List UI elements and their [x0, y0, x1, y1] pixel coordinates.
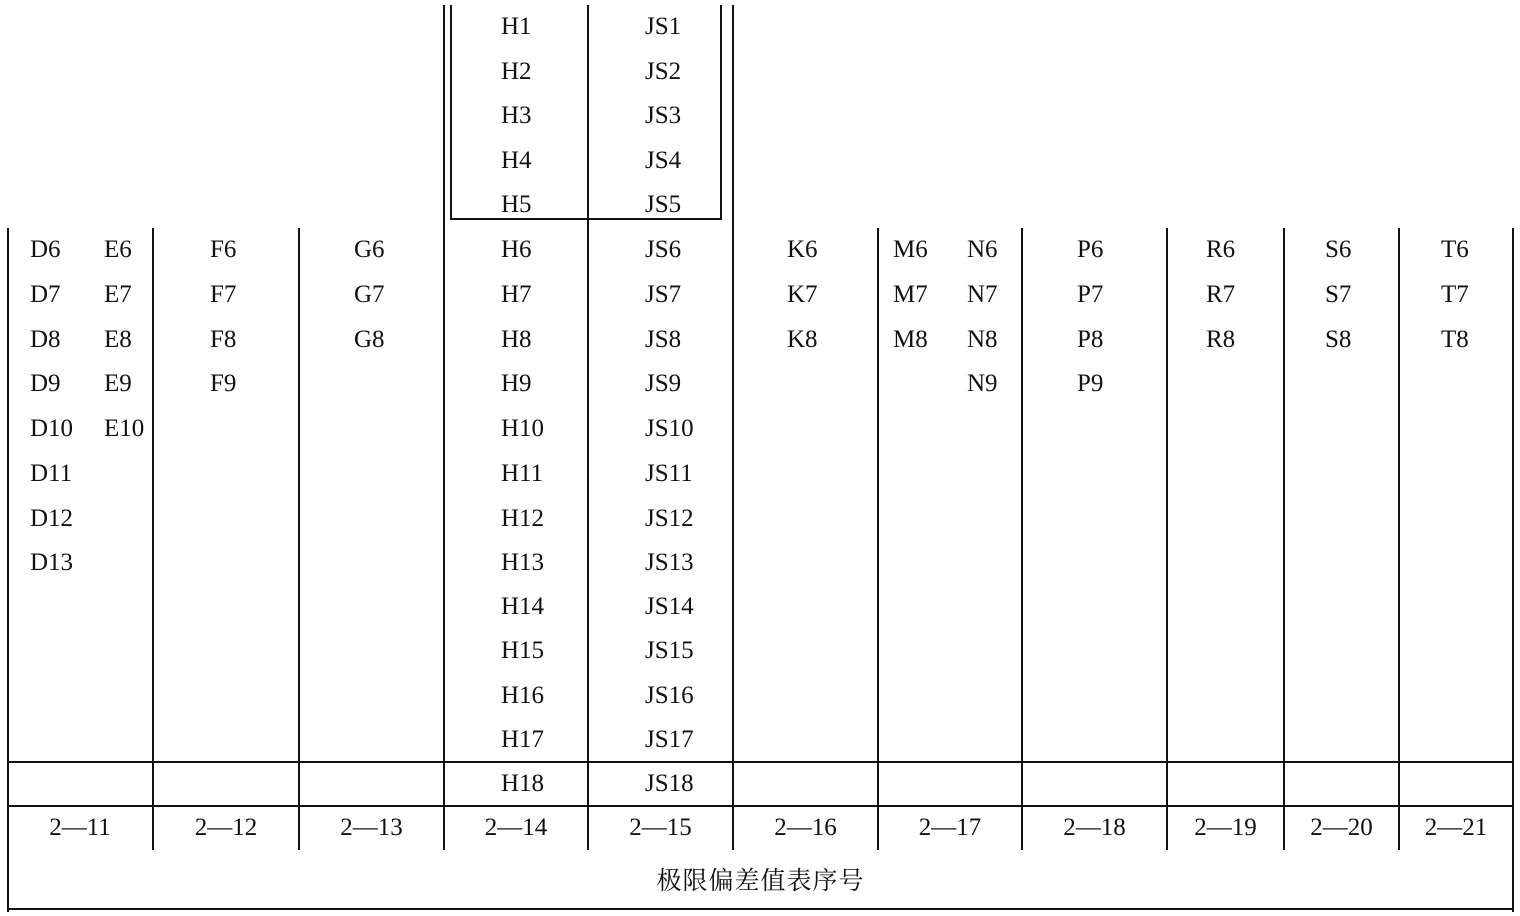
grade-cell-JS14: JS14 [645, 593, 694, 620]
grade-cell-K7: K7 [787, 281, 818, 308]
grade-cell-D10: D10 [30, 415, 74, 442]
grade-cell-E8: E8 [104, 326, 132, 353]
grade-cell-R8: R8 [1206, 326, 1236, 353]
grade-cell-D8: D8 [30, 326, 61, 353]
grade-cell-G8: G8 [354, 326, 385, 353]
grade-cell-JS1: JS1 [645, 13, 682, 40]
grade-cell-JS17: JS17 [645, 726, 694, 753]
grade-cell-H11: H11 [501, 460, 544, 487]
top-block-right-border [720, 5, 722, 218]
frame-left-border [7, 228, 9, 912]
grade-cell-P7: P7 [1077, 281, 1104, 308]
grade-cell-JS10: JS10 [645, 415, 694, 442]
grade-cell-N8: N8 [967, 326, 998, 353]
column-divider [1166, 228, 1168, 850]
grade-cell-F7: F7 [210, 281, 237, 308]
grade-cell-JS3: JS3 [645, 102, 682, 129]
grade-cell-H12: H12 [501, 505, 545, 532]
grade-cell-F9: F9 [210, 370, 237, 397]
grade-cell-N7: N7 [967, 281, 998, 308]
frame-bottom-border [7, 908, 1514, 910]
grade-cell-D11: D11 [30, 460, 73, 487]
grade-cell-R7: R7 [1206, 281, 1236, 308]
grade-cell-M8: M8 [893, 326, 928, 353]
table-ref-2-15: 2—15 [629, 814, 692, 841]
grade-cell-JS13: JS13 [645, 549, 694, 576]
grade-cell-H15: H15 [501, 637, 545, 664]
grade-cell-F8: F8 [210, 326, 237, 353]
grade-cell-M7: M7 [893, 281, 928, 308]
grade-cell-N6: N6 [967, 236, 998, 263]
grade-cell-JS9: JS9 [645, 370, 682, 397]
grade-cell-H6: H6 [501, 236, 532, 263]
grade-cell-S6: S6 [1325, 236, 1352, 263]
column-divider [587, 5, 589, 850]
ref-row-top-rule [7, 805, 1514, 807]
grade-cell-JS11: JS11 [645, 460, 693, 487]
table-ref-2-20: 2—20 [1310, 814, 1373, 841]
grade-cell-G6: G6 [354, 236, 385, 263]
column-divider [1021, 228, 1023, 850]
grade-cell-H5: H5 [501, 191, 532, 218]
grade-cell-JS4: JS4 [645, 147, 682, 174]
column-divider [1398, 228, 1400, 850]
table-caption: 极限偏差值表序号 [656, 866, 865, 895]
grade-cell-H1: H1 [501, 13, 532, 40]
grade-cell-JS18: JS18 [645, 770, 694, 797]
grade-cell-S8: S8 [1325, 326, 1352, 353]
table-ref-2-21: 2—21 [1424, 814, 1488, 841]
grade-cell-E7: E7 [104, 281, 132, 308]
grade-cell-H13: H13 [501, 549, 545, 576]
grade-cell-JS7: JS7 [645, 281, 682, 308]
table-ref-2-18: 2—18 [1063, 814, 1126, 841]
row18-top-rule [7, 761, 1514, 763]
grade-cell-H14: H14 [501, 593, 545, 620]
column-divider [877, 228, 879, 850]
grade-cell-E6: E6 [104, 236, 132, 263]
grade-cell-T8: T8 [1441, 326, 1469, 353]
grade-cell-H16: H16 [501, 682, 545, 709]
grade-cell-E10: E10 [104, 415, 145, 442]
grade-cell-K8: K8 [787, 326, 818, 353]
frame-right-border [1512, 228, 1514, 912]
grade-cell-H3: H3 [501, 102, 532, 129]
grade-cell-N9: N9 [967, 370, 998, 397]
top-block-left-border [450, 5, 452, 218]
top-block-bottom-border [450, 218, 722, 220]
grade-cell-F6: F6 [210, 236, 237, 263]
column-divider [298, 228, 300, 850]
grade-cell-D7: D7 [30, 281, 61, 308]
table-ref-2-19: 2—19 [1194, 814, 1257, 841]
grade-cell-H9: H9 [501, 370, 532, 397]
grade-cell-P6: P6 [1077, 236, 1104, 263]
table-ref-2-14: 2—14 [484, 814, 548, 841]
grade-cell-R6: R6 [1206, 236, 1236, 263]
grade-cell-D6: D6 [30, 236, 61, 263]
table-ref-2-11: 2—11 [49, 814, 111, 841]
grade-cell-E9: E9 [104, 370, 132, 397]
grade-cell-S7: S7 [1325, 281, 1352, 308]
table-ref-2-17: 2—17 [918, 814, 982, 841]
grade-cell-H7: H7 [501, 281, 532, 308]
grade-cell-D12: D12 [30, 505, 74, 532]
grade-cell-G7: G7 [354, 281, 385, 308]
grade-cell-JS12: JS12 [645, 505, 694, 532]
table-ref-2-16: 2—16 [774, 814, 837, 841]
grade-cell-T7: T7 [1441, 281, 1469, 308]
grade-cell-JS2: JS2 [645, 58, 682, 85]
grade-cell-JS15: JS15 [645, 637, 694, 664]
grade-cell-JS6: JS6 [645, 236, 682, 263]
column-divider [1283, 228, 1285, 850]
grade-cell-P8: P8 [1077, 326, 1104, 353]
table-ref-2-13: 2—13 [340, 814, 403, 841]
grade-cell-H4: H4 [501, 147, 532, 174]
column-divider [443, 5, 445, 850]
grade-cell-JS8: JS8 [645, 326, 682, 353]
table-ref-2-12: 2—12 [194, 814, 258, 841]
grade-cell-T6: T6 [1441, 236, 1469, 263]
grade-cell-H8: H8 [501, 326, 532, 353]
column-divider [152, 228, 154, 850]
grade-cell-M6: M6 [893, 236, 928, 263]
grade-cell-D13: D13 [30, 549, 74, 576]
grade-cell-D9: D9 [30, 370, 61, 397]
grade-cell-H2: H2 [501, 58, 532, 85]
grade-cell-K6: K6 [787, 236, 818, 263]
grade-cell-H10: H10 [501, 415, 545, 442]
grade-cell-H18: H18 [501, 770, 545, 797]
grade-cell-P9: P9 [1077, 370, 1104, 397]
column-divider [732, 5, 734, 850]
grade-cell-JS5: JS5 [645, 191, 682, 218]
grade-cell-H17: H17 [501, 726, 545, 753]
grade-cell-JS16: JS16 [645, 682, 694, 709]
